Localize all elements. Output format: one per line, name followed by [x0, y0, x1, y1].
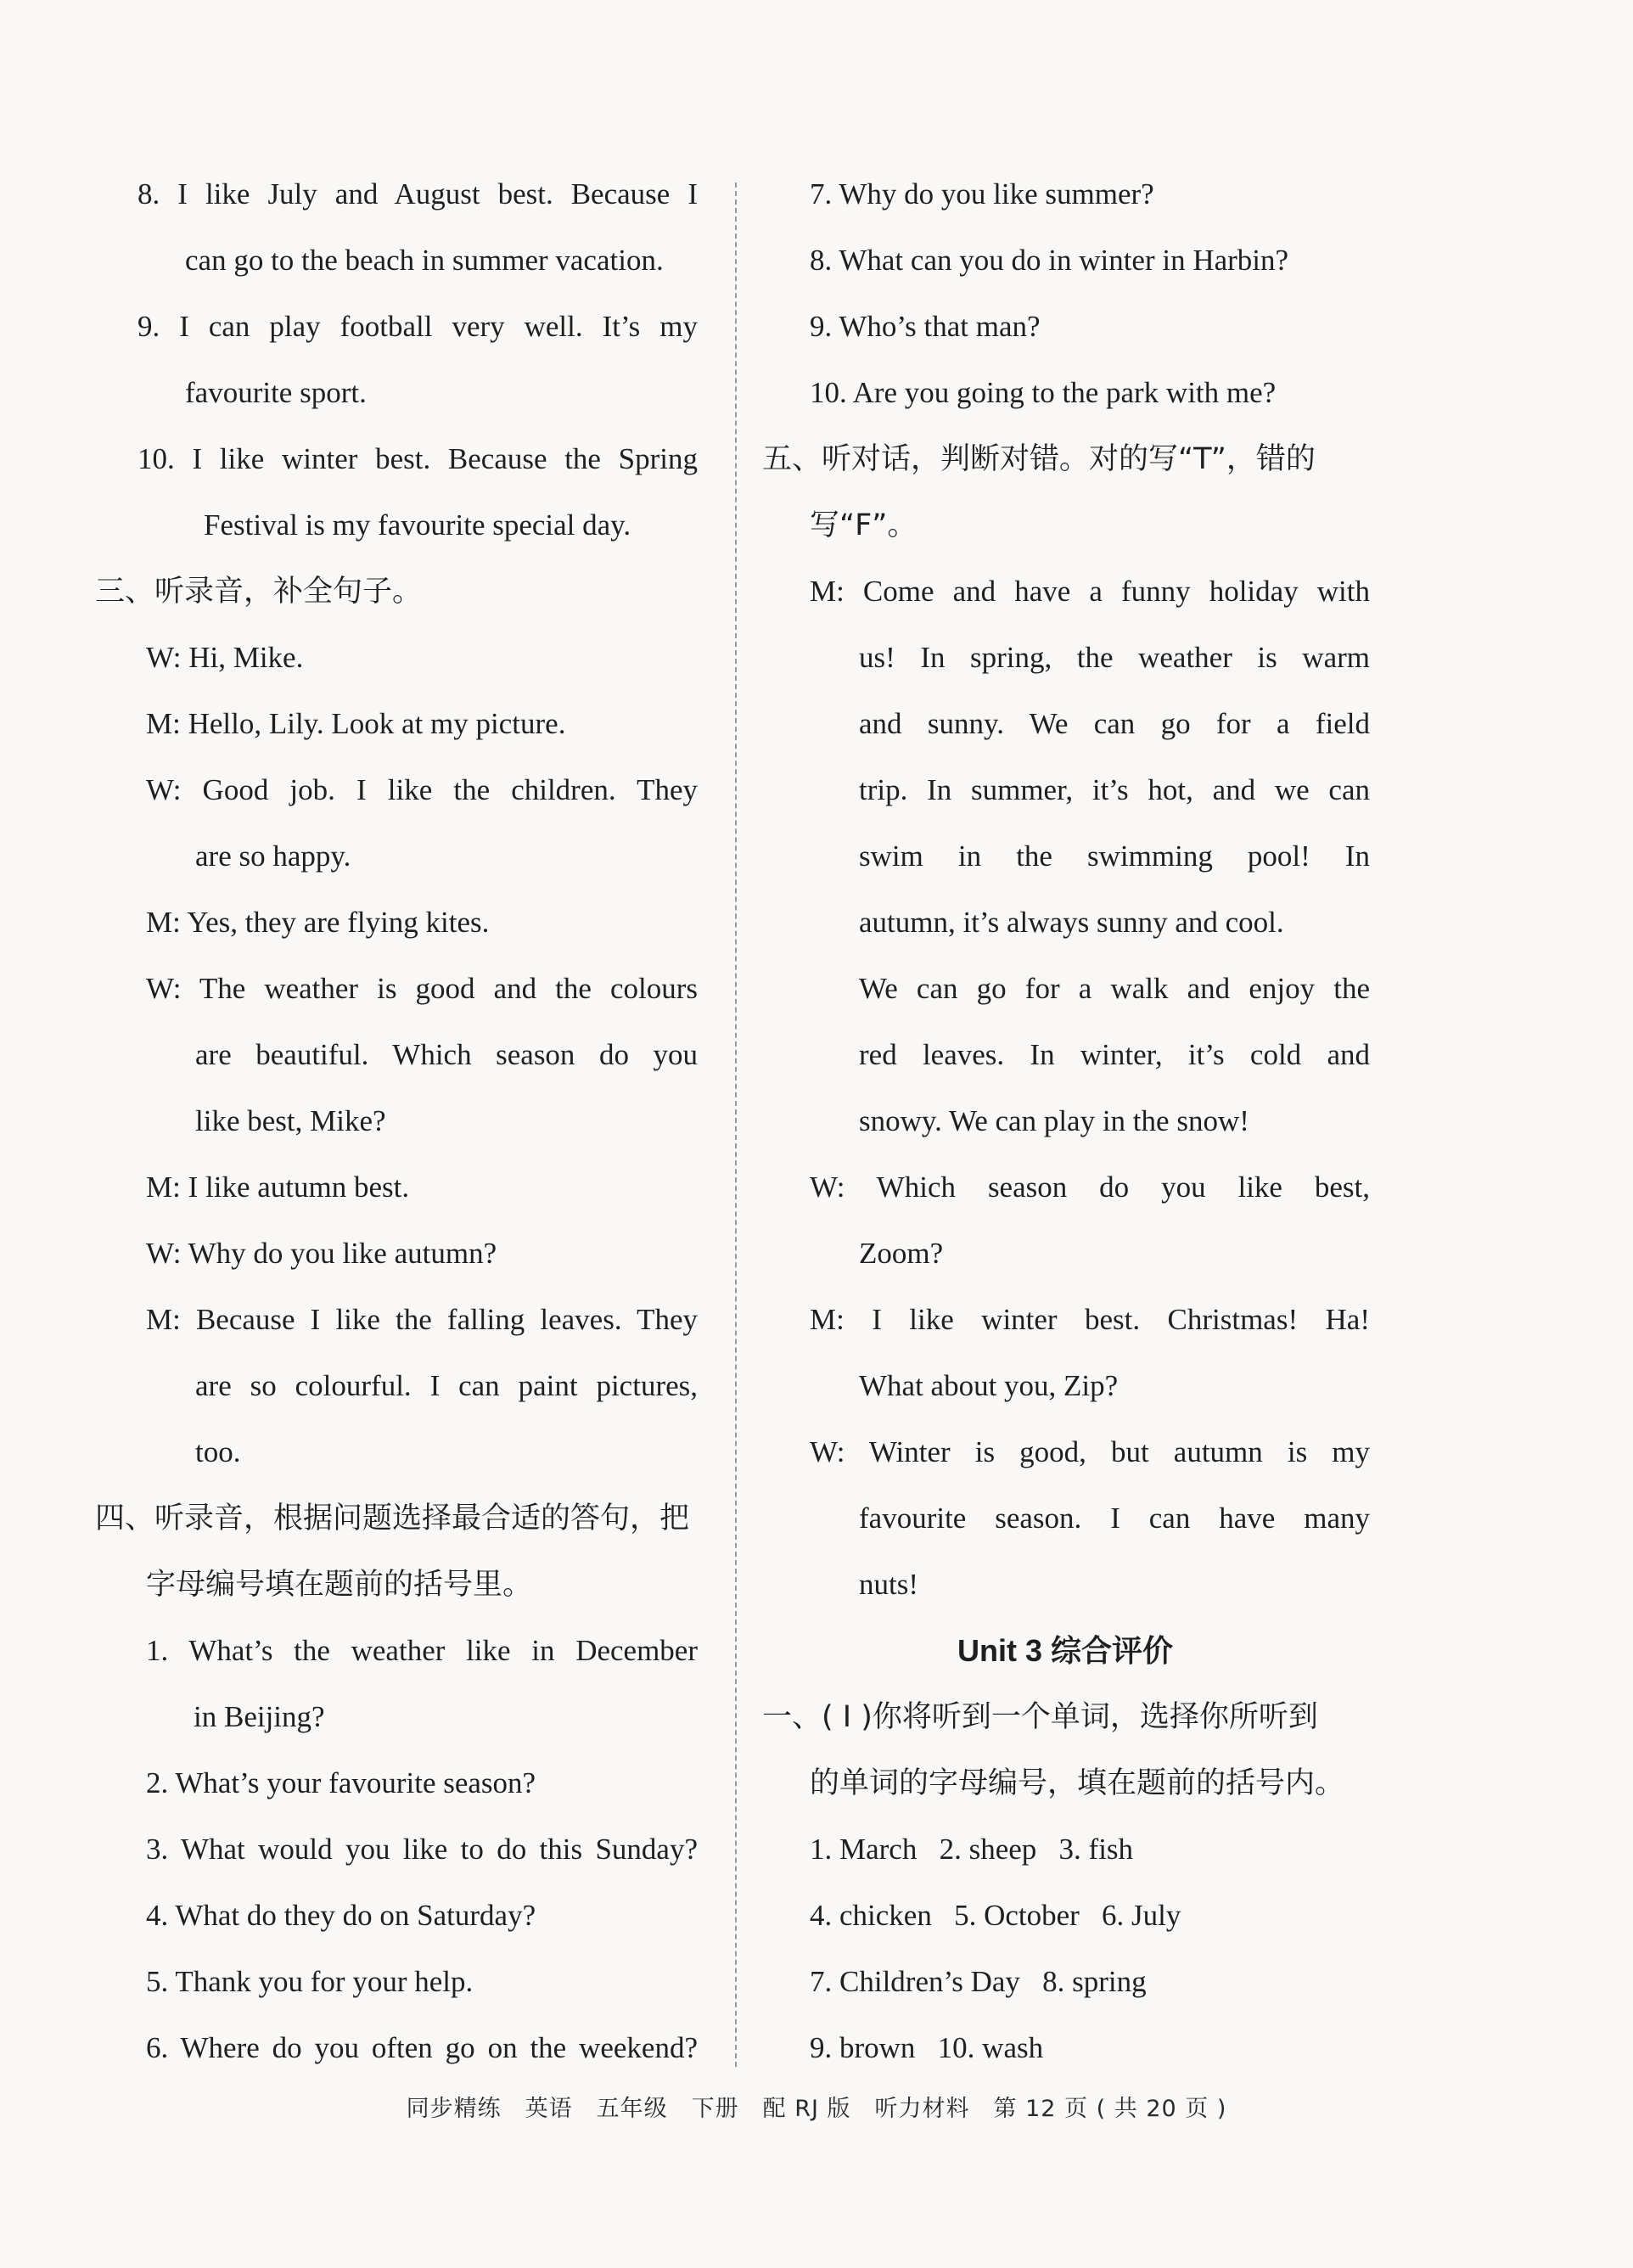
text-line: and sunny. We can go for a field: [859, 707, 1370, 740]
column-divider: [735, 182, 737, 2067]
section-heading-1: 一、( Ⅰ )你将听到一个单词，选择你所听到: [762, 1700, 1318, 1734]
text-line: 9. I can play football very well. It’s my: [137, 310, 698, 343]
section-heading-1-cont: 的单词的字母编号，填在题前的括号内。: [810, 1766, 1345, 1800]
text-line: 5. Thank you for your help.: [146, 1965, 474, 1998]
text-line: like best, Mike?: [195, 1104, 386, 1137]
section-heading-5: 五、听对话，判断对错。对的写“T”，错的: [762, 442, 1316, 476]
text-line: M: I like autumn best.: [146, 1170, 410, 1204]
text-line: 10. Are you going to the park with me?: [810, 376, 1277, 409]
text-line: Zoom?: [859, 1237, 944, 1270]
text-line: favourite sport.: [185, 376, 367, 409]
word-list-line: 1. March 2. sheep 3. fish: [810, 1833, 1134, 1866]
section-heading-4-cont: 字母编号填在题前的括号里。: [146, 1568, 533, 1602]
text-line: Festival is my favourite special day.: [204, 508, 631, 542]
text-line: W: Good job. I like the children. They: [146, 773, 698, 806]
text-line: 9. Who’s that man?: [810, 310, 1041, 343]
text-line: swim in the swimming pool! In: [859, 839, 1370, 873]
text-line: favourite season. I can have many: [859, 1502, 1370, 1535]
text-line: autumn, it’s always sunny and cool.: [859, 906, 1284, 939]
text-line: are so happy.: [195, 839, 351, 873]
text-line: 7. Why do you like summer?: [810, 177, 1154, 211]
text-line: in Beijing?: [194, 1700, 325, 1733]
text-line: us! In spring, the weather is warm: [859, 641, 1370, 674]
text-line: What about you, Zip?: [859, 1369, 1119, 1402]
text-line: M: I like winter best. Christmas! Ha!: [810, 1303, 1370, 1336]
text-line: 3. What would you like to do this Sunday?: [146, 1833, 698, 1866]
text-line: 1. What’s the weather like in December: [146, 1634, 698, 1667]
page-footer: 同步精练 英语 五年级 下册 配 RJ 版 听力材料 第 12 页 ( 共 20 页 ): [406, 2096, 1227, 2122]
text-line: W: Hi, Mike.: [146, 641, 304, 674]
text-line: are so colourful. I can paint pictures,: [195, 1369, 698, 1402]
text-line: W: Why do you like autumn?: [146, 1237, 497, 1270]
text-line: snowy. We can play in the snow!: [859, 1104, 1249, 1137]
text-line: W: Which season do you like best,: [810, 1170, 1370, 1204]
text-line: M: Hello, Lily. Look at my picture.: [146, 707, 566, 740]
text-line: can go to the beach in summer vacation.: [185, 244, 664, 277]
word-list-line: 7. Children’s Day 8. spring: [810, 1965, 1147, 1998]
text-line: too.: [195, 1435, 241, 1468]
text-line: nuts!: [859, 1568, 918, 1601]
text-line: trip. In summer, it’s hot, and we can: [859, 773, 1370, 806]
section-heading-5-cont: 写“F”。: [810, 508, 918, 542]
text-line: 4. What do they do on Saturday?: [146, 1899, 536, 1932]
text-line: M: Come and have a funny holiday with: [810, 575, 1370, 608]
text-line: 6. Where do you often go on the weekend?: [146, 2031, 698, 2064]
text-line: W: The weather is good and the colours: [146, 972, 698, 1005]
word-list-line: 4. chicken 5. October 6. July: [810, 1899, 1181, 1932]
section-heading-4: 四、听录音，根据问题选择最合适的答句，把: [95, 1502, 690, 1535]
text-line: 2. What’s your favourite season?: [146, 1766, 536, 1799]
text-line: 8. I like July and August best. Because I: [137, 177, 698, 211]
unit-title: Unit 3 综合评价: [957, 1633, 1174, 1668]
word-list-line: 9. brown 10. wash: [810, 2031, 1044, 2064]
text-line: 8. What can you do in winter in Harbin?: [810, 244, 1289, 277]
text-line: M: Yes, they are flying kites.: [146, 906, 490, 939]
text-line: We can go for a walk and enjoy the: [859, 972, 1370, 1005]
text-line: red leaves. In winter, it’s cold and: [859, 1038, 1370, 1071]
section-heading-3: 三、听录音，补全句子。: [95, 575, 423, 609]
text-line: 10. I like winter best. Because the Spring: [137, 442, 698, 475]
text-line: M: Because I like the falling leaves. They: [146, 1303, 698, 1336]
text-line: are beautiful. Which season do you: [195, 1038, 698, 1071]
text-line: W: Winter is good, but autumn is my: [810, 1435, 1370, 1468]
